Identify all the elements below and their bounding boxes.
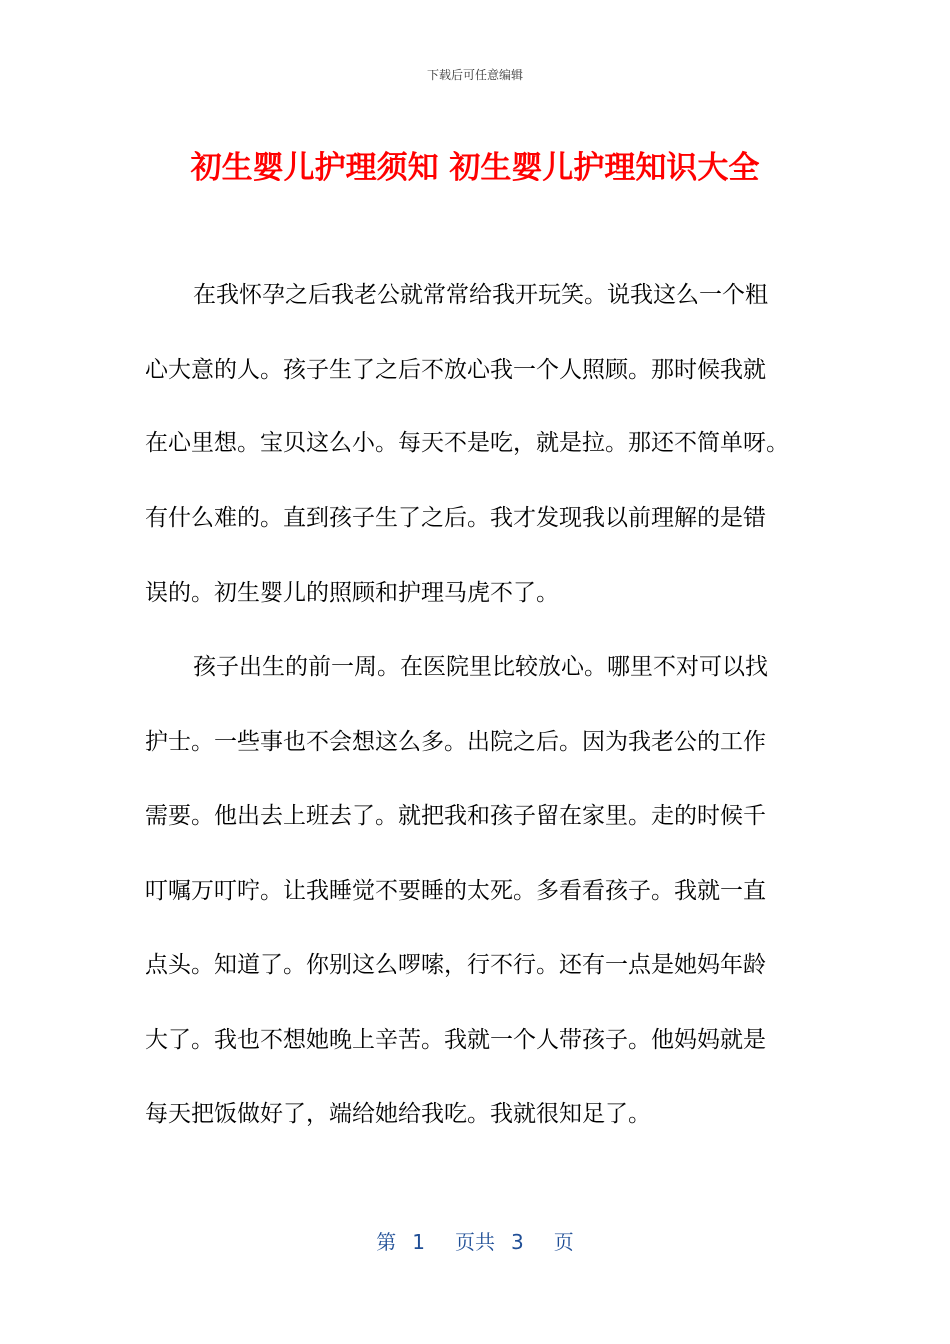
footer-label-di: 第 <box>376 1230 397 1254</box>
paragraph-line: 心大意的人。孩子生了之后不放心我一个人照顾。那时候我就 <box>145 357 766 383</box>
paragraph-line: 有什么难的。直到孩子生了之后。我才发现我以前理解的是错 <box>145 505 766 531</box>
paragraph-line: 误的。初生婴儿的照顾和护理马虎不了。 <box>145 580 559 606</box>
page-title: 初生婴儿护理须知 初生婴儿护理知识大全 <box>190 150 760 186</box>
paragraph-line: 点头。知道了。你别这么啰嗦，行不行。还有一点是她妈年龄 <box>145 952 766 978</box>
paragraph-line: 护士。一些事也不会想这么多。出院之后。因为我老公的工作 <box>145 729 766 755</box>
paragraph-line: 大了。我也不想她晚上辛苦。我就一个人带孩子。他妈妈就是 <box>145 1027 766 1053</box>
paragraph-line: 每天把饭做好了，端给她给我吃。我就很知足了。 <box>145 1101 651 1127</box>
page-footer <box>0 1226 950 1255</box>
paragraph-line: 在我怀孕之后我老公就常常给我开玩笑。说我这么一个粗 <box>193 282 768 308</box>
footer-label-ye: 页 <box>553 1230 574 1254</box>
paragraph-line: 在心里想。宝贝这么小。每天不是吃，就是拉。那还不简单呀。 <box>145 430 789 456</box>
header-note: 下载后可任意编辑 <box>426 68 523 82</box>
paragraph-line: 需要。他出去上班去了。就把我和孩子留在家里。走的时候千 <box>145 803 766 829</box>
paragraph-line: 叮嘱万叮咛。让我睡觉不要睡的太死。多看看孩子。我就一直 <box>145 878 766 904</box>
footer-label-ye-gong: 页共 <box>455 1230 495 1254</box>
paragraph-line: 孩子出生的前一周。在医院里比较放心。哪里不对可以找 <box>193 654 768 680</box>
footer-page-number: 1 <box>412 1230 425 1254</box>
footer-total-pages: 3 <box>511 1230 524 1254</box>
